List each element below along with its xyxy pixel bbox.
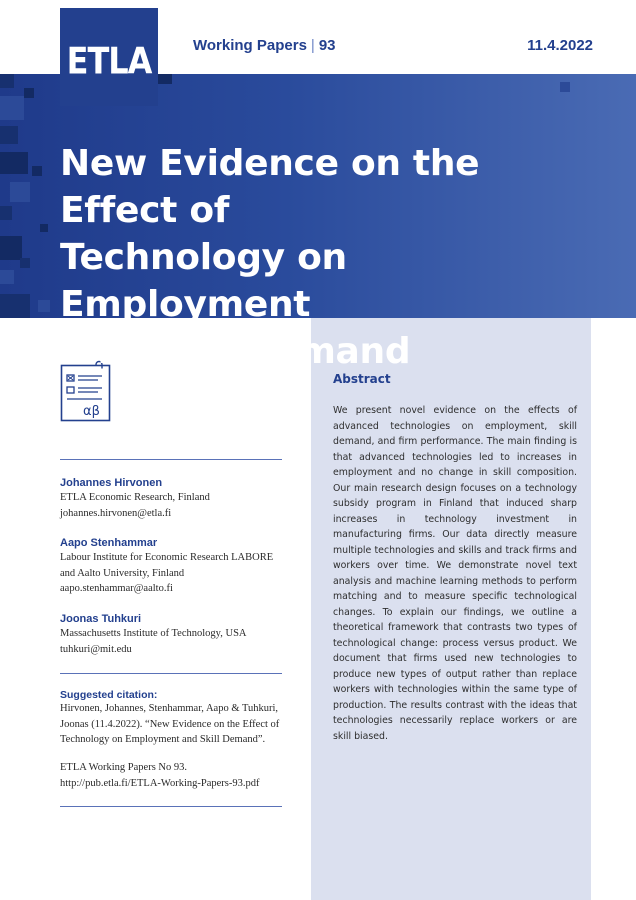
pixel-block <box>0 126 18 144</box>
pixel-block <box>0 294 30 318</box>
citation-line: ETLA Working Papers No 93. <box>60 762 187 773</box>
author-name: Aapo Stenhammar <box>60 537 158 549</box>
publication-date: 11.4.2022 <box>527 37 593 54</box>
series-name: Working Papers <box>193 37 307 54</box>
citation-source <box>60 760 260 791</box>
author-email: aapo.stenhammar@aalto.fi <box>60 583 173 594</box>
pixel-block <box>38 300 50 312</box>
author-line: Massachusetts Institute of Technology, USA <box>60 628 247 639</box>
series-separator: | <box>310 37 315 54</box>
author-name: Joonas Tuhkuri <box>60 613 142 625</box>
pixel-block <box>32 166 42 176</box>
citation-line: Technology on Employment and Skill Demand”. <box>60 734 266 745</box>
pixel-block <box>560 82 570 92</box>
pixel-block <box>0 236 22 260</box>
divider <box>60 459 282 460</box>
series-label <box>193 37 336 54</box>
citation-heading: Suggested citation: <box>60 689 158 701</box>
divider <box>60 806 282 807</box>
etla-logo <box>60 8 158 106</box>
author-line: ETLA Economic Research, Finland <box>60 492 210 503</box>
alpha-beta-glyph: αβ <box>83 404 100 419</box>
divider <box>60 673 282 674</box>
title-banner <box>0 74 636 372</box>
author-affiliation <box>60 550 273 597</box>
title-line: New Evidence on the Effect of <box>60 143 480 231</box>
abstract-panel <box>311 318 591 900</box>
abstract-text: We present novel evidence on the effects of advanced technologies on employment, skill demand, and firm performance. The main finding is that advanced technologies led to increases in employment and no change in skill composition. Our main research design focuses on a technology subsidy program in Finland that induced sharp increases in technology investment in manufacturing firms. Our data directly measure multiple technologies and skills and track firms and workers over time. We demonstrate novel text analysis and machine learning methods to perform matching and to measure specific technological changes. To explain our findings, we outline a theoretical framework that contrasts two types of technological change: process versus product. We document that firms used new technologies to produce new types of output rather than replace workers with technologies within the same type of production. The results contrast with the ideas that technologies necessarily replace workers or are skill biased. <box>333 405 577 742</box>
page-title <box>60 140 600 375</box>
pixel-block <box>24 88 34 98</box>
author-affiliation <box>60 490 210 521</box>
logo-text: ETLA <box>66 39 152 83</box>
pixel-block <box>158 74 172 84</box>
citation-line: Hirvonen, Johannes, Stenhammar, Aapo & Tuhkuri, <box>60 703 279 714</box>
author-email: johannes.hirvonen@etla.fi <box>60 507 172 519</box>
pixel-block <box>0 152 28 174</box>
citation-url[interactable]: http://pub.etla.fi/ETLA-Working-Papers-93.pdf <box>60 777 260 789</box>
pixel-block <box>10 182 30 202</box>
pixel-block <box>0 206 12 220</box>
author-email: tuhkuri@mit.edu <box>60 643 132 655</box>
pixel-block <box>0 270 14 284</box>
author-line: Labour Institute for Economic Research LABORE <box>60 552 274 563</box>
pixel-block <box>0 96 24 120</box>
author-line: and Aalto University, Finland <box>60 567 185 579</box>
citation-line: Joonas (11.4.2022). “New Evidence on the Effect of <box>60 718 280 730</box>
pixel-block <box>40 224 48 232</box>
pixel-block <box>20 258 30 268</box>
abstract-heading: Abstract <box>333 372 391 386</box>
author-affiliation <box>60 626 247 657</box>
title-line: Technology on Employment <box>60 237 347 325</box>
pixel-block <box>0 74 14 88</box>
series-number: 93 <box>318 37 336 54</box>
citation-text <box>60 701 279 748</box>
author-name: Johannes Hirvonen <box>60 477 163 489</box>
title-line: and Skill Demand <box>60 331 411 372</box>
